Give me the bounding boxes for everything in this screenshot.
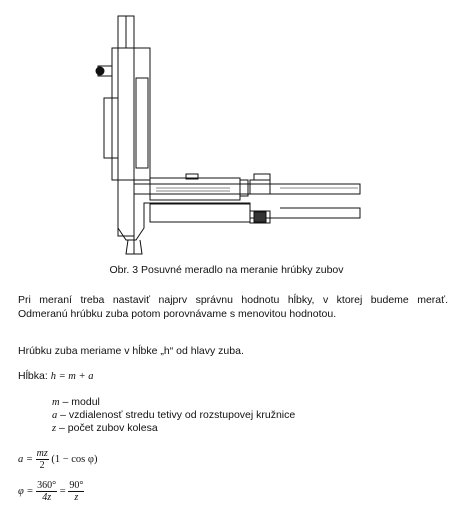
formula-a-fraction — [36, 448, 49, 471]
depth-sentence: Hrúbku zuba meriame v hĺbke „h“ od hlavy zuba. — [18, 345, 244, 357]
formula-a-rest: (1 − cos φ) — [51, 454, 98, 465]
definition-a-symbol: a — [52, 410, 58, 421]
definition-z — [52, 422, 158, 434]
figure-caption: Obr. 3 Posuvné meradlo na meranie hrúbky zubov — [109, 264, 344, 276]
depth-formula-expr: h = m + a — [50, 371, 94, 382]
formula-a-denominator: 2 — [39, 460, 45, 471]
definition-a — [52, 409, 295, 421]
formula-a-lhs: a = — [18, 454, 33, 465]
definition-z-symbol: z — [52, 423, 57, 434]
formula-phi-numerator-2: 90° — [69, 480, 84, 491]
definition-a-text: – vzdialenosť stredu tetivy od rozstupovej kružnice — [57, 409, 296, 421]
formula-phi — [18, 480, 84, 503]
definition-z-text: – počet zubov kolesa — [56, 422, 158, 434]
formula-phi-equals: = — [59, 486, 66, 497]
definition-m-text: – modul — [59, 396, 100, 408]
intro-line-2: Odmeranú hrúbku zuba potom porovnávame s menovitou hodnotou. — [18, 308, 337, 320]
formula-phi-lhs: φ = — [18, 486, 34, 497]
formula-phi-numerator-1: 360° — [37, 480, 57, 491]
intro-paragraph — [18, 293, 448, 321]
formula-a-numerator: mz — [36, 448, 48, 459]
caliper-figure — [90, 8, 370, 258]
depth-formula-label: Hĺbka: — [18, 370, 51, 382]
intro-line-1: Pri meraní treba nastaviť najprv správnu hodnotu hĺbky, v ktorej budeme merať. — [18, 294, 448, 306]
depth-formula — [18, 370, 93, 382]
formula-phi-fraction-2 — [68, 480, 84, 503]
formula-phi-denominator-1: 4z — [42, 492, 52, 503]
definition-m-symbol: m — [52, 397, 60, 408]
formula-phi-fraction-1 — [36, 480, 57, 503]
caliper-drawing — [90, 8, 370, 258]
formula-a — [18, 448, 97, 471]
definition-m — [52, 396, 100, 408]
formula-phi-denominator-2: z — [74, 492, 79, 503]
